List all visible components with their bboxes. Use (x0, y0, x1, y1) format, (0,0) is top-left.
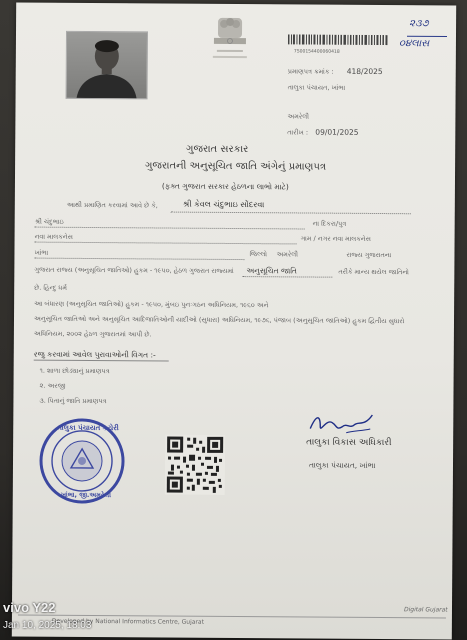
national-emblem-icon (204, 12, 256, 68)
barcode-text: 7S00154400060418 (293, 49, 340, 55)
camera-timestamp-watermark: Jan 10, 2025, 18:03 (3, 620, 92, 631)
title-govt: ગુજરાત સરકાર (186, 143, 249, 156)
caste-value: અનુસૂચિત જાતિ (246, 266, 297, 276)
intro-label: આથી પ્રમાણિત કરવામાં આવે છે કે, (66, 200, 158, 210)
title-certificate: ગુજરાતની અનુસૂચિત જાતિ અંગેનું પ્રમાણપત્ર (145, 160, 327, 173)
seal-text-top: તાલુકા પંચાયત કચેરી (57, 423, 119, 433)
officer-signature (306, 409, 376, 439)
footer-left: Developed by National Informatics Centre, Gujarat (51, 617, 204, 626)
camera-brand-watermark: vivo Y22 (3, 600, 56, 615)
officer-office: તાલુકા પંચાયત, ખાંભા (308, 460, 376, 470)
para-line-3: અધિનિયમ, ૨૦૦૨ હેઠળ ગુજરાતમાં આપી છે. (33, 329, 152, 339)
date-value: 09/01/2025 (315, 127, 359, 137)
district-value: અમરેલી (276, 250, 299, 259)
footer-right: Digital Gujarat (403, 606, 448, 614)
certificate-paper (12, 2, 456, 639)
doc-item-1: ૧. શાળા છોડ્યાનું પ્રમાણપત્ર (39, 366, 110, 376)
state-label: રાજ્ય ગુજરાતના (346, 250, 392, 260)
handwritten-subnote: ૦૪લાસ (398, 38, 430, 50)
village-value: નવા માલકનેસ (332, 234, 371, 243)
cert-no-value: 418/2025 (346, 66, 383, 77)
barcode (288, 34, 388, 49)
applicant-photo (66, 31, 148, 100)
seal-text-bottom: ખાંભા, જી.અમરેલી (60, 490, 112, 500)
religion-line: છે. હિન્દુ ધર્મ (34, 283, 67, 292)
city-line: અમરેલી (287, 112, 310, 121)
docs-heading: રજુ કરવામાં આવેલ પુરાવાઓની વિગત :- (33, 349, 156, 360)
officer-title: તાલુકા વિકાસ અધિકારી (306, 437, 392, 449)
para-line-1: આ બંધારણ (અનુસૂચિત જાતિઓ) હુકમ - ૧૯૫૦, મુંબઇ પુનઃગઠન અધિનિયમ, ૧૯૬૦ અને (34, 299, 269, 310)
resident-value: નવા માલકનેસ (34, 232, 73, 241)
father-name: શ્રી ચંદુભાઇ (34, 217, 64, 226)
cert-no-label: પ્રમાણપત્ર ક્રમાંક : (287, 67, 334, 76)
caste-line: ગુજરાત રાજ્ય (અનુસૂચિત જાતિઓ) હુકમ - ૧૯૫૦, હેઠળ ગુજરાત રાજ્યમાં (34, 265, 234, 275)
caste-suffix: તરીકે માન્ય થયેલ જાતિનો (338, 267, 409, 277)
doc-item-3: ૩. પિતાનું જાતિ પ્રમાણપત્ર (39, 396, 107, 406)
person-name: શ્રી કેવલ ચંદુભાઇ સોંદરવા (182, 199, 265, 210)
qr-code (165, 435, 225, 495)
doc-item-2: ૨. અરજી (39, 381, 66, 390)
title-note: (ફક્ત ગુજરાત સરકાર હેઠળના લાભો માટે) (161, 181, 289, 192)
handwritten-number: ૨૩૭ (409, 18, 429, 30)
district-label: જિલ્લો (249, 250, 268, 259)
father-relation: ના દિકરા/પુત્ર (312, 219, 347, 228)
village-label: ગામ / નગર (300, 234, 331, 243)
para-line-2: અનુસૂચિત જાતિઓ અને અનુસૂચિત આદિજાતિઓની યાદીઓ (સુધારા) અધિનિયમ, ૧૯૭૬, પંજાબ (અનુસૂચિત જાતિઓ) હુકમ દ્વિતીય સુધારો (33, 314, 405, 326)
date-label: તારીખ : (287, 128, 309, 137)
office-line: તાલુકા પંચાયત, ખાંભા (287, 83, 346, 92)
taluka-value: ખાંભા (34, 248, 49, 257)
